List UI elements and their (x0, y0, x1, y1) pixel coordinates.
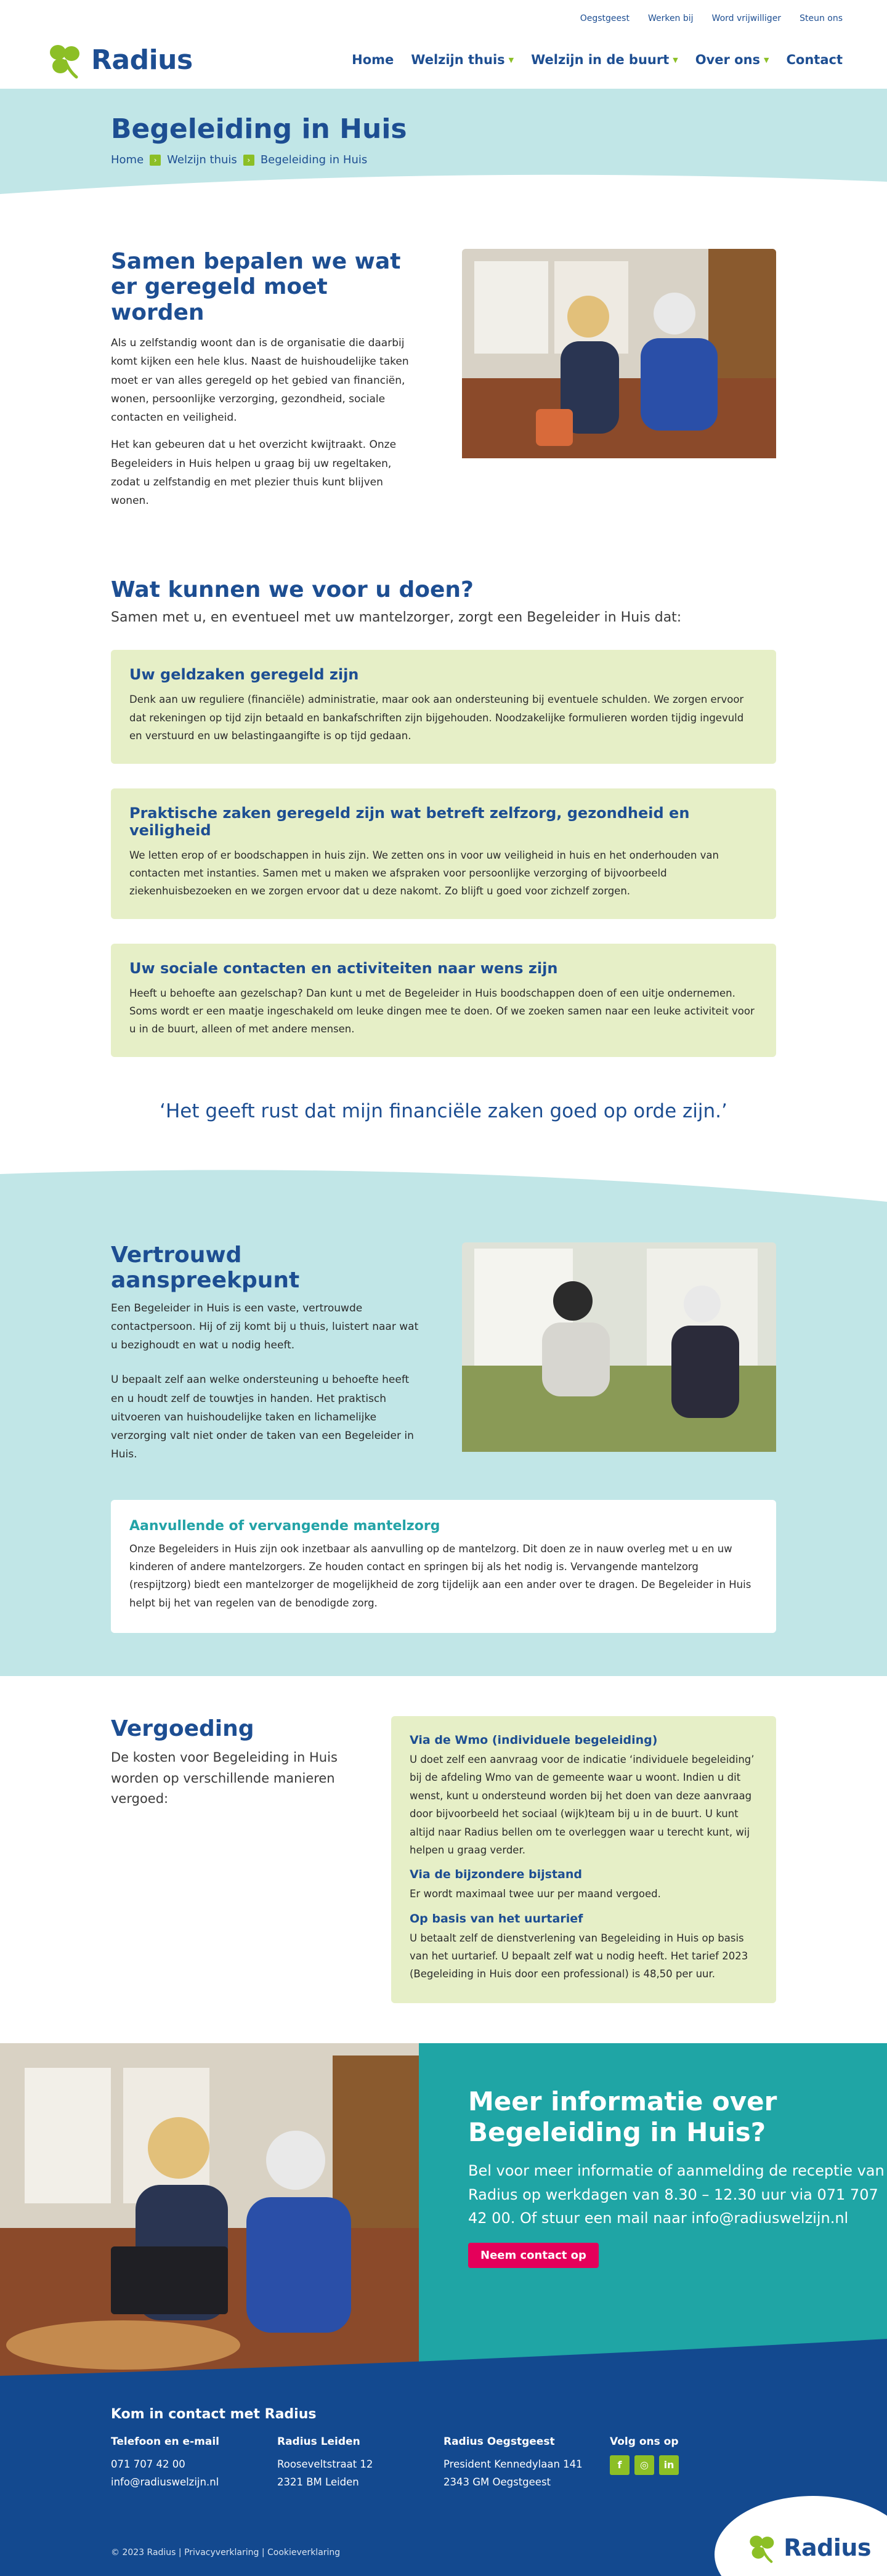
chevron-right-icon: › (150, 155, 161, 166)
service-card-title: Uw geldzaken geregeld zijn (129, 666, 359, 684)
footer-leiden-column (277, 2436, 444, 2492)
fee-item-title: Via de Wmo (individuele begeleiding) (410, 1733, 658, 1748)
instagram-icon[interactable]: ◎ (634, 2455, 654, 2475)
service-card-title: Praktische zaken geregeld zijn wat betreft zelfzorg, gezondheid en veiligheid (129, 804, 690, 839)
caregiver-card-text: Onze Begeleiders in Huis zijn ook inzetbaar als aanvulling op de mantelzorg. Dit doen ze in nauw overleg met u en uw kinderen of andere mantelzorgers. Ze houden contact en springen bij als het nodig is. Vervangende mantelzorg (respijtzorg) biedt een mantelzorger de mogelijkheid de zorg tijdelijk aan een ander over te dragen. De Begeleider in Huis helpt bij het van regelen van de benodigde zorg. (129, 1542, 751, 1609)
hero-wave (0, 169, 887, 206)
trust-band (0, 1169, 887, 1676)
services-lead: Samen met u, en eventueel met uw mantelzorger, zorgt een Begeleider in Huis dat: (111, 610, 682, 626)
footer-heading: Kom in contact met Radius (111, 2406, 317, 2422)
main-nav (352, 52, 843, 67)
footer-address-line: Rooseveltstraat 12 (277, 2458, 373, 2470)
footer-contact-column (111, 2436, 277, 2492)
clover-logo-icon (44, 40, 84, 79)
page-title: Begeleiding in Huis (111, 113, 407, 145)
trust-heading: Vertrouwd aanspreekpunt (111, 1242, 300, 1293)
utility-link-werken-bij[interactable]: Werken bij (647, 14, 694, 23)
service-card (111, 944, 776, 1057)
footer-oegstgeest-column (444, 2436, 610, 2492)
intro-paragraph: Het kan gebeuren dat u het overzicht kwijtraakt. Onze Begeleiders in Huis helpen u graag bij uw regeltaken, zodat u zelfstandig en met plezier thuis kunt blijven wonen. (111, 439, 397, 508)
footer-address-line: 2321 BM Leiden (277, 2476, 359, 2489)
clover-logo-icon (745, 2532, 777, 2564)
chevron-down-icon: ▼ (673, 55, 678, 64)
footer-address-line: President Kennedylaan 141 (444, 2458, 583, 2470)
fee-item-text: Er wordt maximaal twee uur per maand vergoed. (410, 1888, 661, 1900)
teal-wave (0, 1168, 887, 1205)
fee-section (111, 1716, 776, 2003)
footer-social-column (610, 2436, 776, 2492)
service-card (111, 650, 776, 763)
trust-section (111, 1242, 776, 1480)
caregiver-card-title: Aanvullende of vervangende mantelzorg (129, 1518, 440, 1534)
breadcrumb-welzijn-thuis[interactable]: Welzijn thuis (167, 153, 237, 166)
nav-over-ons[interactable] (695, 52, 769, 67)
site-footer (0, 2388, 887, 2576)
linkedin-icon[interactable]: in (659, 2455, 679, 2475)
brand-name: Radius (91, 44, 193, 76)
nav-contact[interactable] (787, 52, 843, 67)
cta-section (0, 2043, 887, 2388)
caregiver-card (111, 1500, 776, 1633)
cta-wave (0, 2339, 887, 2388)
service-card-text: Heeft u behoefte aan gezelschap? Dan kunt u met de Begeleider in Huis boodschappen doen of een uitje ondernemen. Soms wordt er een maatje ingeschakeld om leuke dingen mee te doen. Of we zoeken samen naar een leuke activiteit voor u in de buurt, alleen of met andere mensen. (129, 987, 755, 1035)
intro-photo (462, 249, 776, 519)
services-heading: Wat kunnen we voor u doen? (111, 577, 474, 603)
nav-over-ons-label: Over ons (695, 52, 761, 67)
chevron-down-icon: ▼ (764, 55, 769, 64)
footer-brand-name: Radius (784, 2533, 871, 2561)
nav-home-label: Home (352, 52, 394, 67)
service-card-title: Uw sociale contacten en activiteiten naar wens zijn (129, 959, 558, 977)
footer-phone[interactable]: 071 707 42 00 (111, 2458, 185, 2470)
utility-bar (0, 0, 887, 34)
chevron-down-icon: ▼ (508, 55, 514, 64)
nav-home[interactable] (352, 52, 394, 67)
cta-photo (0, 2043, 419, 2388)
footer-column-title: Radius Leiden (277, 2435, 360, 2448)
page-hero (0, 89, 887, 206)
utility-link-word-vrijwilliger[interactable]: Word vrijwilliger (711, 14, 782, 23)
fee-item-text: U betaalt zelf de dienstverlening van Begeleiding in Huis op basis van het uurtarief. U bepaalt zelf wat u nodig heeft. Het tarief 2023 (Begeleiding in Huis door een professional) is 48,50 per uur. (410, 1932, 748, 1980)
fee-lead: De kosten voor Begeleiding in Huis worden op verschillende manieren vergoed: (111, 1750, 338, 1807)
trust-paragraph: Een Begeleider in Huis is een vaste, vertrouwde contactpersoon. Hij of zij komt bij u thuis, luistert naar wat u bezighoudt en wat u nodig heeft. (111, 1302, 419, 1352)
facebook-icon[interactable]: f (610, 2455, 630, 2475)
intro-heading: Samen bepalen we wat er geregeld moet worden (111, 249, 401, 325)
chevron-right-icon: › (243, 155, 254, 166)
service-card-text: We letten erop of er boodschappen in huis zijn. We zetten ons in voor uw veiligheid in huis en het onderhouden van contacten met instanties. Samen met u maken we afspraken voor persoonlijke verzorging of bijvoorbeeld ziekenhuisbezoeken en we zorgen ervoor dat u deze nakomt. Zo blijft u goed voor zichzelf zorgen. (129, 849, 719, 897)
breadcrumb-current: Begeleiding in Huis (260, 153, 368, 166)
fee-item-title: Op basis van het uurtarief (410, 1911, 583, 1926)
contact-button[interactable]: Neem contact op (468, 2243, 599, 2268)
fee-item-title: Via de bijzondere bijstand (410, 1868, 583, 1882)
nav-welzijn-thuis[interactable] (411, 52, 514, 67)
breadcrumb-home[interactable]: Home (111, 153, 144, 166)
nav-welzijn-in-de-buurt[interactable] (531, 52, 678, 67)
footer-column-title: Telefoon en e-mail (111, 2435, 219, 2448)
fee-card (391, 1716, 776, 2003)
testimonial-quote: ‘Het geeft rust dat mijn financiële zaken goed op orde zijn.’ (160, 1100, 727, 1122)
service-card-text: Denk aan uw reguliere (financiële) administratie, maar ook aan ondersteuning bij eventuele schulden. We zorgen ervoor dat rekeningen op tijd zijn betaald en bankafschriften zijn bijgehouden. Noodzakelijke formulieren worden tijdig ingevuld en verstuurd en uw belastingaangifte is op tijd gedaan. (129, 694, 744, 742)
utility-link-oegstgeest[interactable]: Oegstgeest (580, 14, 630, 23)
utility-link-steun-ons[interactable]: Steun ons (800, 14, 843, 23)
footer-address-line: 2343 GM Oegstgeest (444, 2476, 551, 2489)
logo[interactable] (44, 40, 193, 79)
breadcrumb (111, 153, 407, 166)
trust-photo (462, 1242, 776, 1480)
intro-paragraph: Als u zelfstandig woont dan is de organisatie die daarbij komt kijken een hele klus. Naast de huishoudelijke taken moet er van alles geregeld op het gebied van financiën, wonen, persoonlijke verzorging, gezondheid, sociale contacten en veiligheid. (111, 337, 409, 424)
cta-heading: Meer informatie over Begeleiding in Huis? (468, 2086, 777, 2148)
footer-social-title: Volg ons op (610, 2435, 679, 2448)
services-section (111, 577, 776, 1122)
footer-logo[interactable] (745, 2532, 871, 2564)
cta-text: Bel voor meer informatie of aanmelding de receptie van Radius op werkdagen van 8.30 – 12.30 uur via 071 707 42 00. Of stuur een mail naar info@radiuswelzijn.nl (468, 2162, 885, 2227)
copyright: © 2023 Radius | Privacyverklaring | Cookieverklaring (111, 2547, 341, 2558)
main-content (111, 249, 776, 1122)
trust-paragraph: U bepaalt zelf aan welke ondersteuning u behoefte heeft en u houdt zelf de touwtjes in handen. Het praktisch uitvoeren van huishoudelijke taken en lichamelijke verzorging valt niet onder de taken van een Begeleider in Huis. (111, 1374, 414, 1461)
footer-column-title: Radius Oegstgeest (444, 2435, 555, 2448)
footer-email[interactable]: info@radiuswelzijn.nl (111, 2476, 219, 2489)
service-card (111, 788, 776, 919)
fee-heading: Vergoeding (111, 1716, 254, 1742)
social-links (610, 2455, 776, 2475)
intro-section (111, 249, 776, 519)
nav-contact-label: Contact (786, 52, 843, 67)
fee-item-text: U doet zelf een aanvraag voor de indicatie ‘individuele begeleiding’ bij de afdeling Wmo van de gemeente waar u woont. Indien u dit wenst, kunt u ondersteund worden bij het doen van deze aanvraag door bijvoorbeeld het sociaal (wijk)team bij u in de buurt. U kunt altijd naar Radius bellen om te overleggen waar u terecht kunt, wij helpen u graag verder. (410, 1754, 755, 1856)
site-header (0, 31, 887, 89)
nav-welzijn-thuis-label: Welzijn thuis (411, 52, 505, 67)
nav-welzijn-in-de-buurt-label: Welzijn in de buurt (531, 52, 670, 67)
